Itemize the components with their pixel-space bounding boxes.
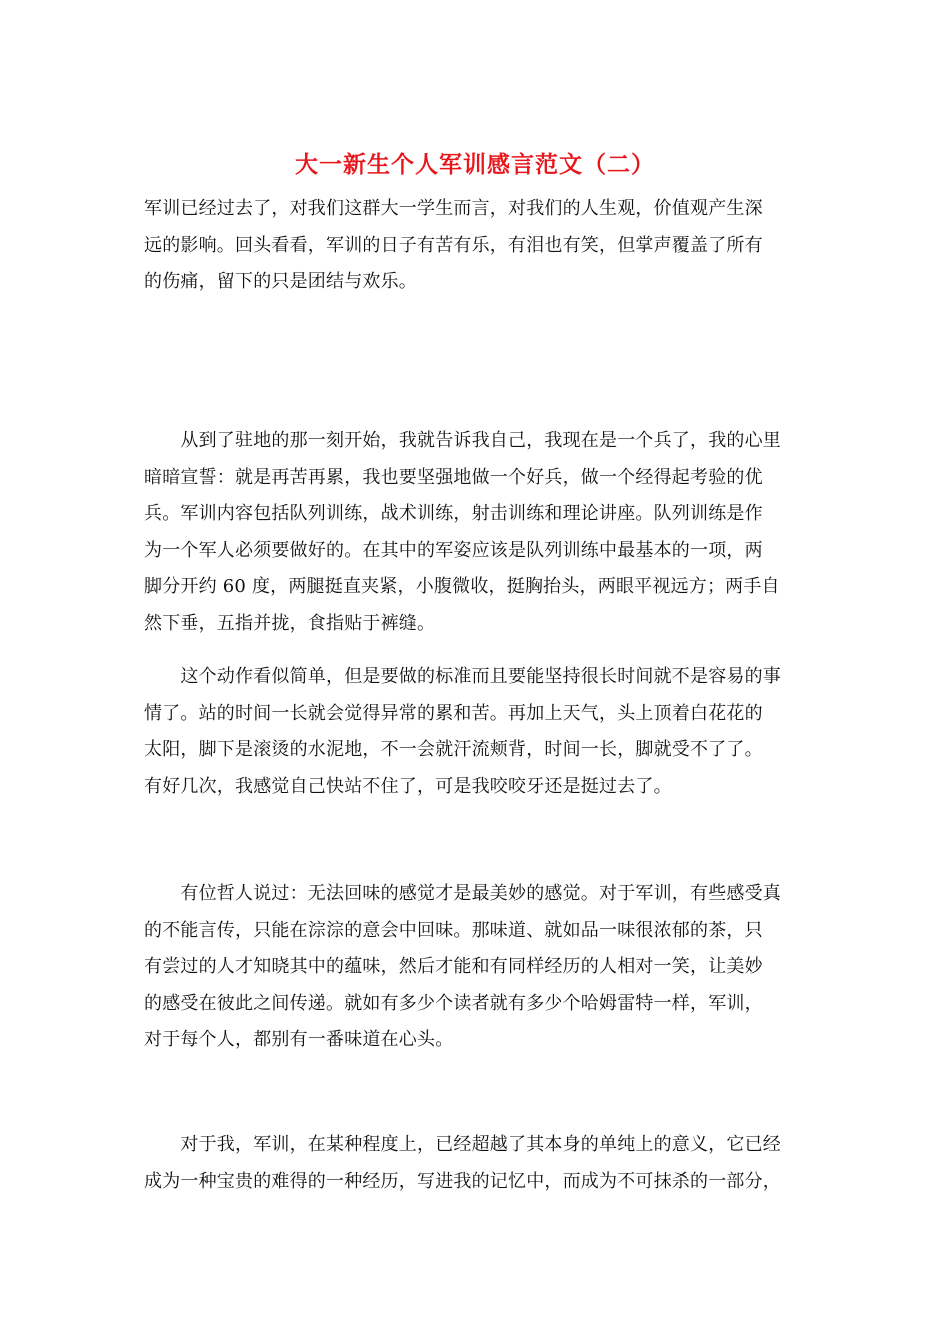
paragraph-4: [144, 876, 812, 1059]
paragraph-line: 然下垂，五指并拢，食指贴于裤缝。: [144, 612, 436, 634]
paragraph-line: 远的影响。回头看看，军训的日子有苦有乐，有泪也有笑，但掌声覆盖了所有: [144, 234, 763, 256]
paragraph-line: 兵。军训内容包括队列训练，战术训练，射击训练和理论讲座。队列训练是作: [144, 503, 763, 525]
paragraph-line: 成为一种宝贵的难得的一种经历，写进我的记忆中，而成为不可抹杀的一部分，: [144, 1170, 781, 1192]
paragraph-line: 暗暗宣誓：就是再苦再累，我也要坚强地做一个好兵，做一个经得起考验的优: [144, 466, 763, 488]
paragraph-line: 对于每个人，都别有一番味道在心头。: [144, 1029, 454, 1051]
paragraph-line: 对于我，军训，在某种程度上，已经超越了其本身的单纯上的意义，它已经: [144, 1134, 781, 1155]
document-title: 大一新生个人军训感言范文（二）: [295, 151, 655, 178]
paragraph-line: 的不能言传，只能在淙淙的意会中回味。那味道、就如品一味很浓郁的茶，只: [144, 919, 763, 941]
paragraph-line: 有位哲人说过：无法回味的感觉才是最美妙的感觉。对于军训，有些感受真: [144, 883, 781, 904]
paragraph-2: [144, 423, 812, 643]
paragraph-line: 太阳，脚下是滚烫的水泥地，不一会就汗流颊背，时间一长，脚就受不了了。: [144, 739, 763, 761]
paragraph-3: [144, 659, 812, 805]
paragraph-line: 的感受在彼此之间传递。就如有多少个读者就有多少个哈姆雷特一样，军训，: [144, 992, 763, 1014]
paragraph-line: 这个动作看似简单，但是要做的标准而且要能坚持很长时间就不是容易的事: [144, 666, 781, 687]
paragraph-line: 有尝过的人才知晓其中的蕴味，然后才能和有同样经历的人相对一笑，让美妙: [144, 956, 763, 978]
paragraph-line: 脚分开约 60 度，两腿挺直夹紧，小腹微收，挺胸抬头，两眼平视远方；两手自: [144, 576, 780, 598]
paragraph-line: 军训已经过去了，对我们这群大一学生而言，对我们的人生观，价值观产生深: [144, 198, 763, 219]
paragraph-line: 从到了驻地的那一刻开始，我就告诉我自己，我现在是一个兵了，我的心里: [144, 430, 781, 451]
paragraph-1: [144, 191, 812, 301]
paragraph-line: 情了。站的时间一长就会觉得异常的累和苦。再加上天气，头上顶着白花花的: [144, 702, 763, 724]
paragraph-line: 的伤痛，留下的只是团结与欢乐。: [144, 271, 417, 293]
paragraph-line: 为一个军人必须要做好的。在其中的军姿应该是队列训练中最基本的一项，两: [144, 539, 763, 561]
paragraph-5: [144, 1127, 812, 1200]
paragraph-line: 有好几次，我感觉自己快站不住了，可是我咬咬牙还是挺过去了。: [144, 775, 672, 797]
